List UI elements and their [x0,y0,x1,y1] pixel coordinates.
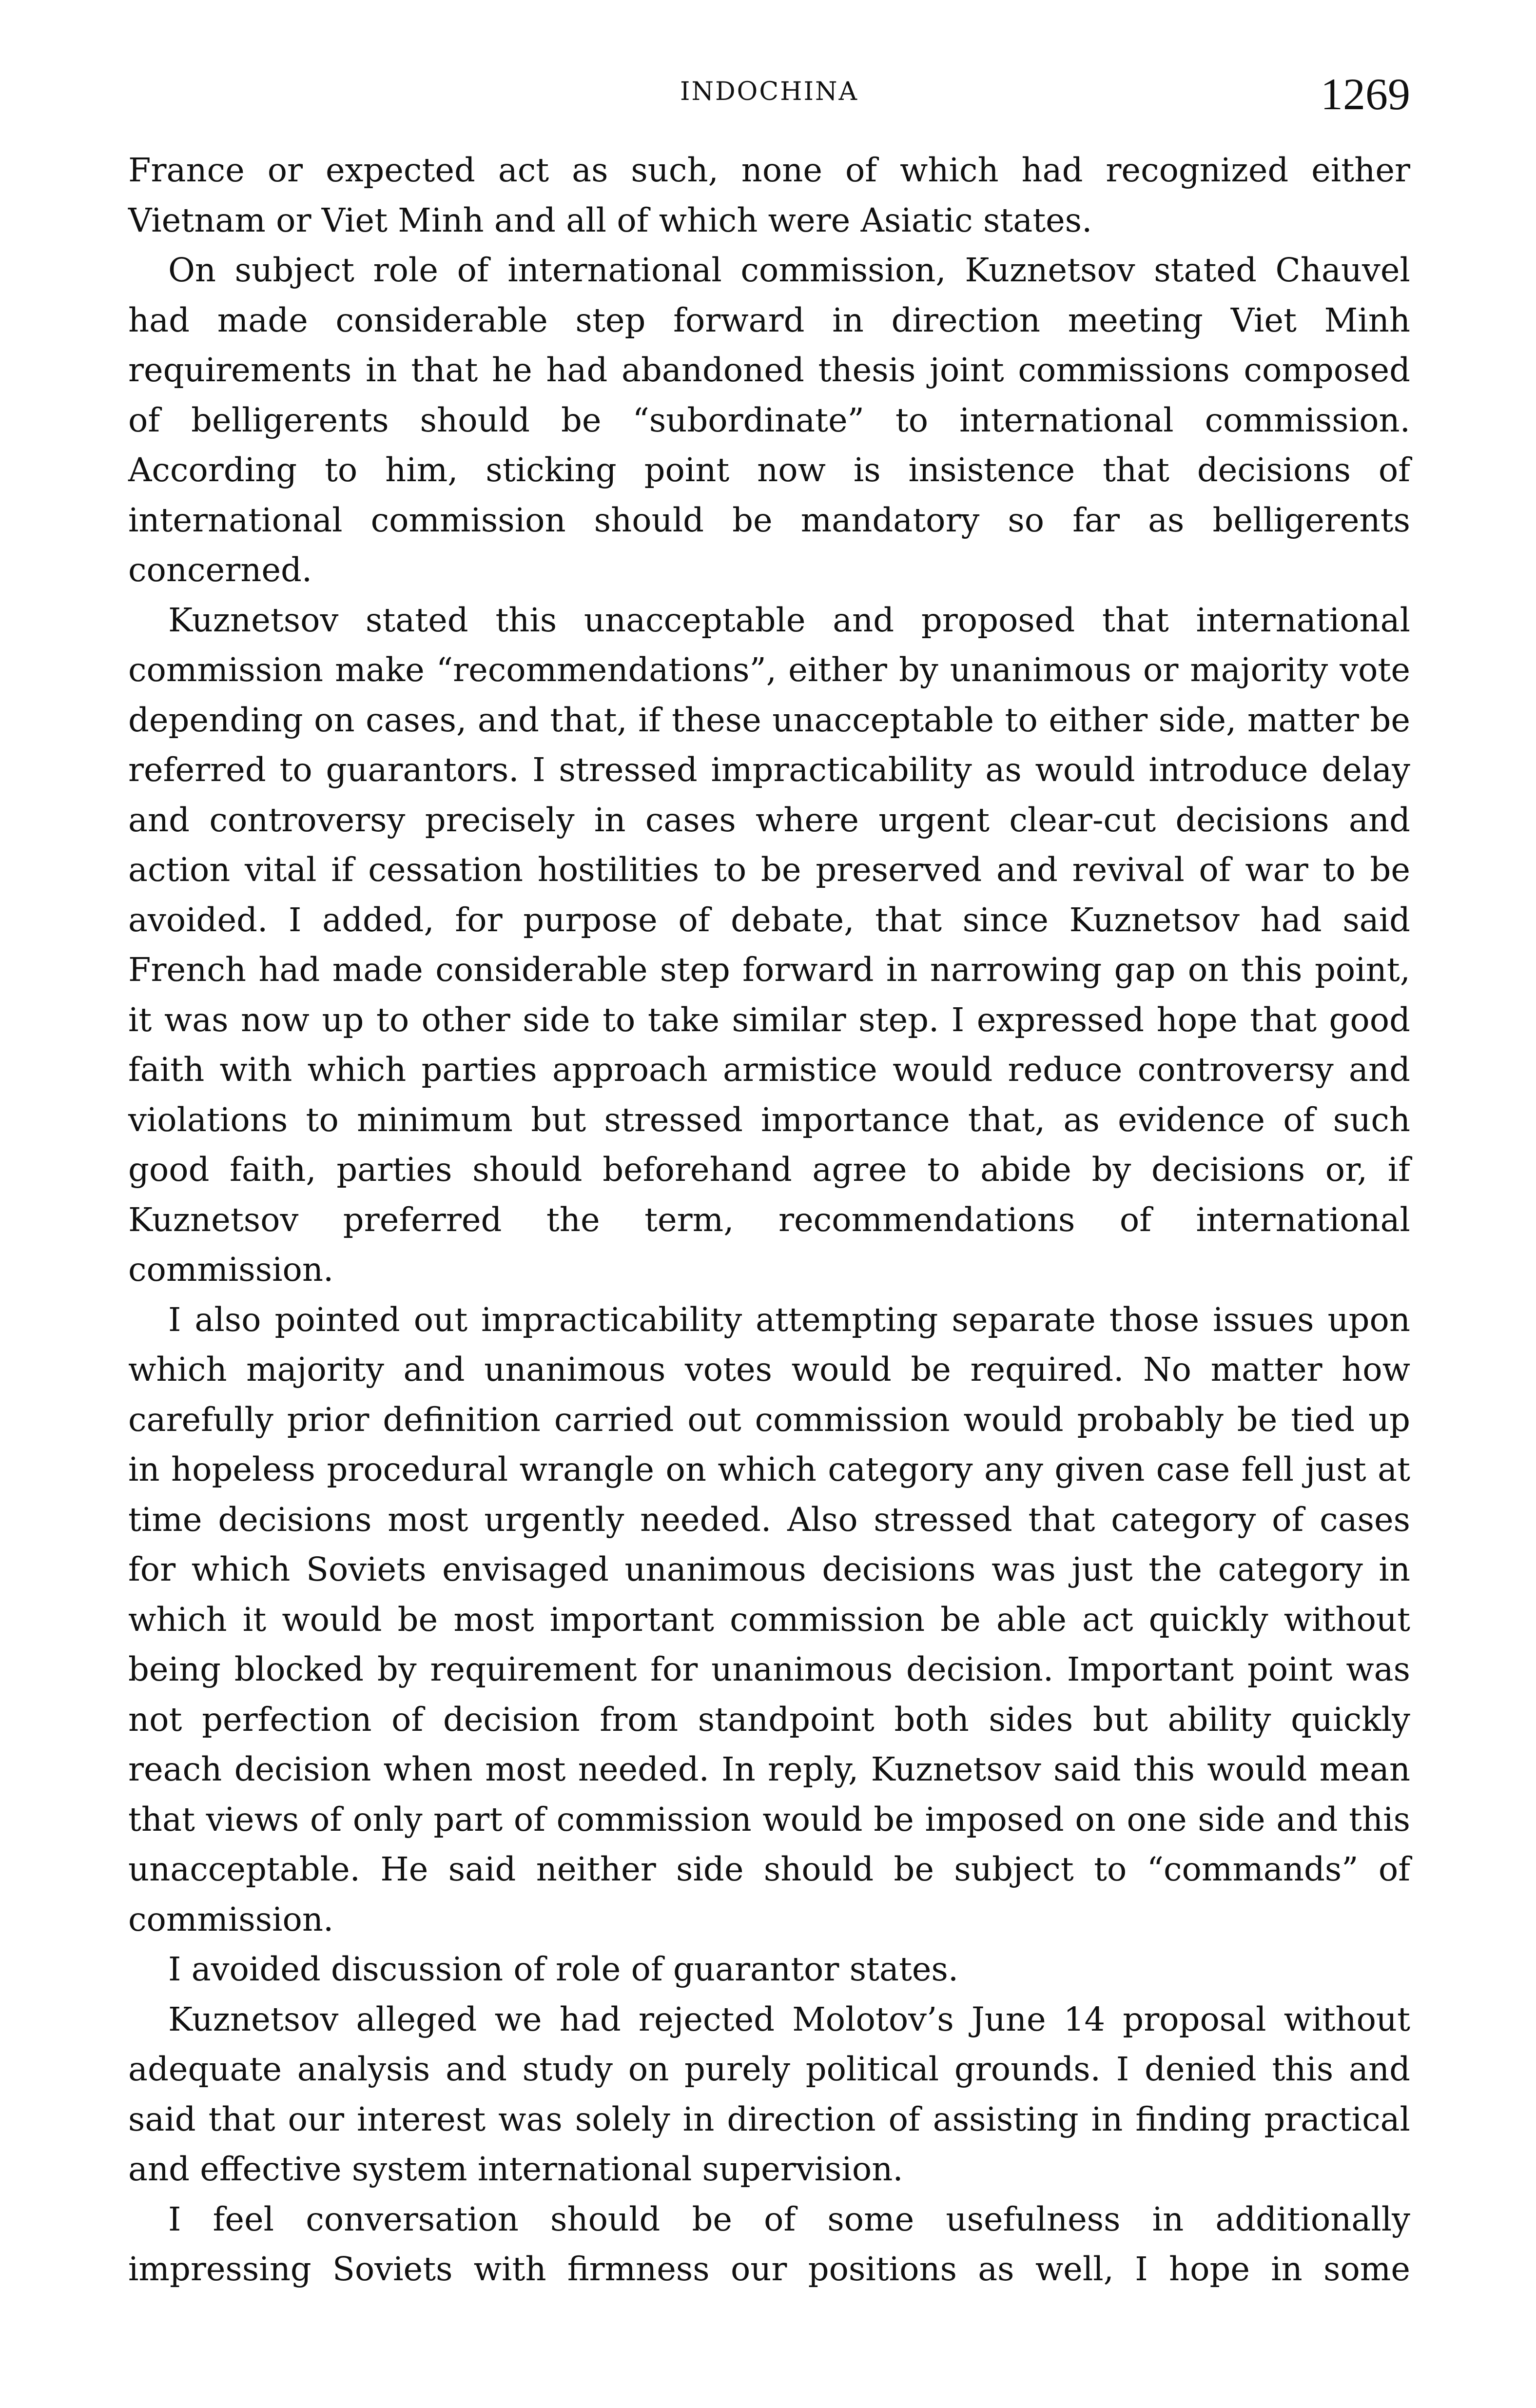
paragraph: I also pointed out impracticability attempting separate those issues upon which majority and unanimous votes would be required. No matter how carefully prior definition carried out commission would probably be tied up in hopeless procedural wrangle on which category any given case fell just at time decisions most urgently needed. Also stressed that category of cases for which Soviets envisaged unanimous decisions was just the category in which it would be most important commission be able act quickly without being blocked by requirement for unanimous decision. Important point was not perfection of decision from standpoint both sides but ability quickly reach decision when most needed. In reply, Kuznetsov said this would mean that views of only part of commission would be imposed on one side and this unacceptable. He said neither side should be subject to “commands” of commission. [128,1300,1410,1938]
paragraph: I avoided discussion of role of guarantor states. [168,1950,959,1988]
running-title: INDOCHINA [680,77,859,106]
paragraph: Kuznetsov stated this unacceptable and proposed that international commission make “recommendations”, either by unanimous or majority vote depending on cases, and that, if these unacceptable to either side, matter be referred to guarantors. I stressed impracticability as would introduce delay and controversy precisely in cases where urgent clear-cut decisions and action vital if cessation hostilities to be preserved and revival of war to be avoided. I added, for purpose of debate, that since Kuznetsov had said French had made considerable step forward in narrowing gap on this point, it was now up to other side to take similar step. I expressed hope that good faith with which parties approach armistice would reduce controversy and violations to minimum but stressed importance that, as evidence of such good faith, parties should beforehand agree to abide by decisions or, if Kuznetsov preferred the term, recommendations of international commission. [128,601,1410,1289]
paragraph: Kuznetsov alleged we had rejected Molotov’s June 14 proposal without adequate analysis and study on purely political grounds. I denied this and said that our interest was solely in direction of assisting in finding practical and effective system international supervision. [128,2000,1410,2188]
paragraph-continued: France or expected act as such, none of which had recognized either Vietnam or Viet Minh and all of which were Asiatic states. [128,151,1410,239]
running-header [128,69,1410,127]
paragraph-continues: I feel conversation should be of some usefulness in additionally impressing Soviets with firmness our positions as well, I hope in some [128,2200,1410,2288]
page-number: 1269 [1321,69,1410,119]
body-text [128,145,1410,2294]
paragraph: On subject role of international commission, Kuznetsov stated Chauvel had made considerable step forward in direction meeting Viet Minh requirements in that he had abandoned thesis joint commissions composed of belligerents should be “subordinate” to international commission. According to him, sticking point now is insistence that decisions of international commission should be mandatory so far as belligerents concerned. [128,251,1410,589]
document-page [128,0,1410,2408]
